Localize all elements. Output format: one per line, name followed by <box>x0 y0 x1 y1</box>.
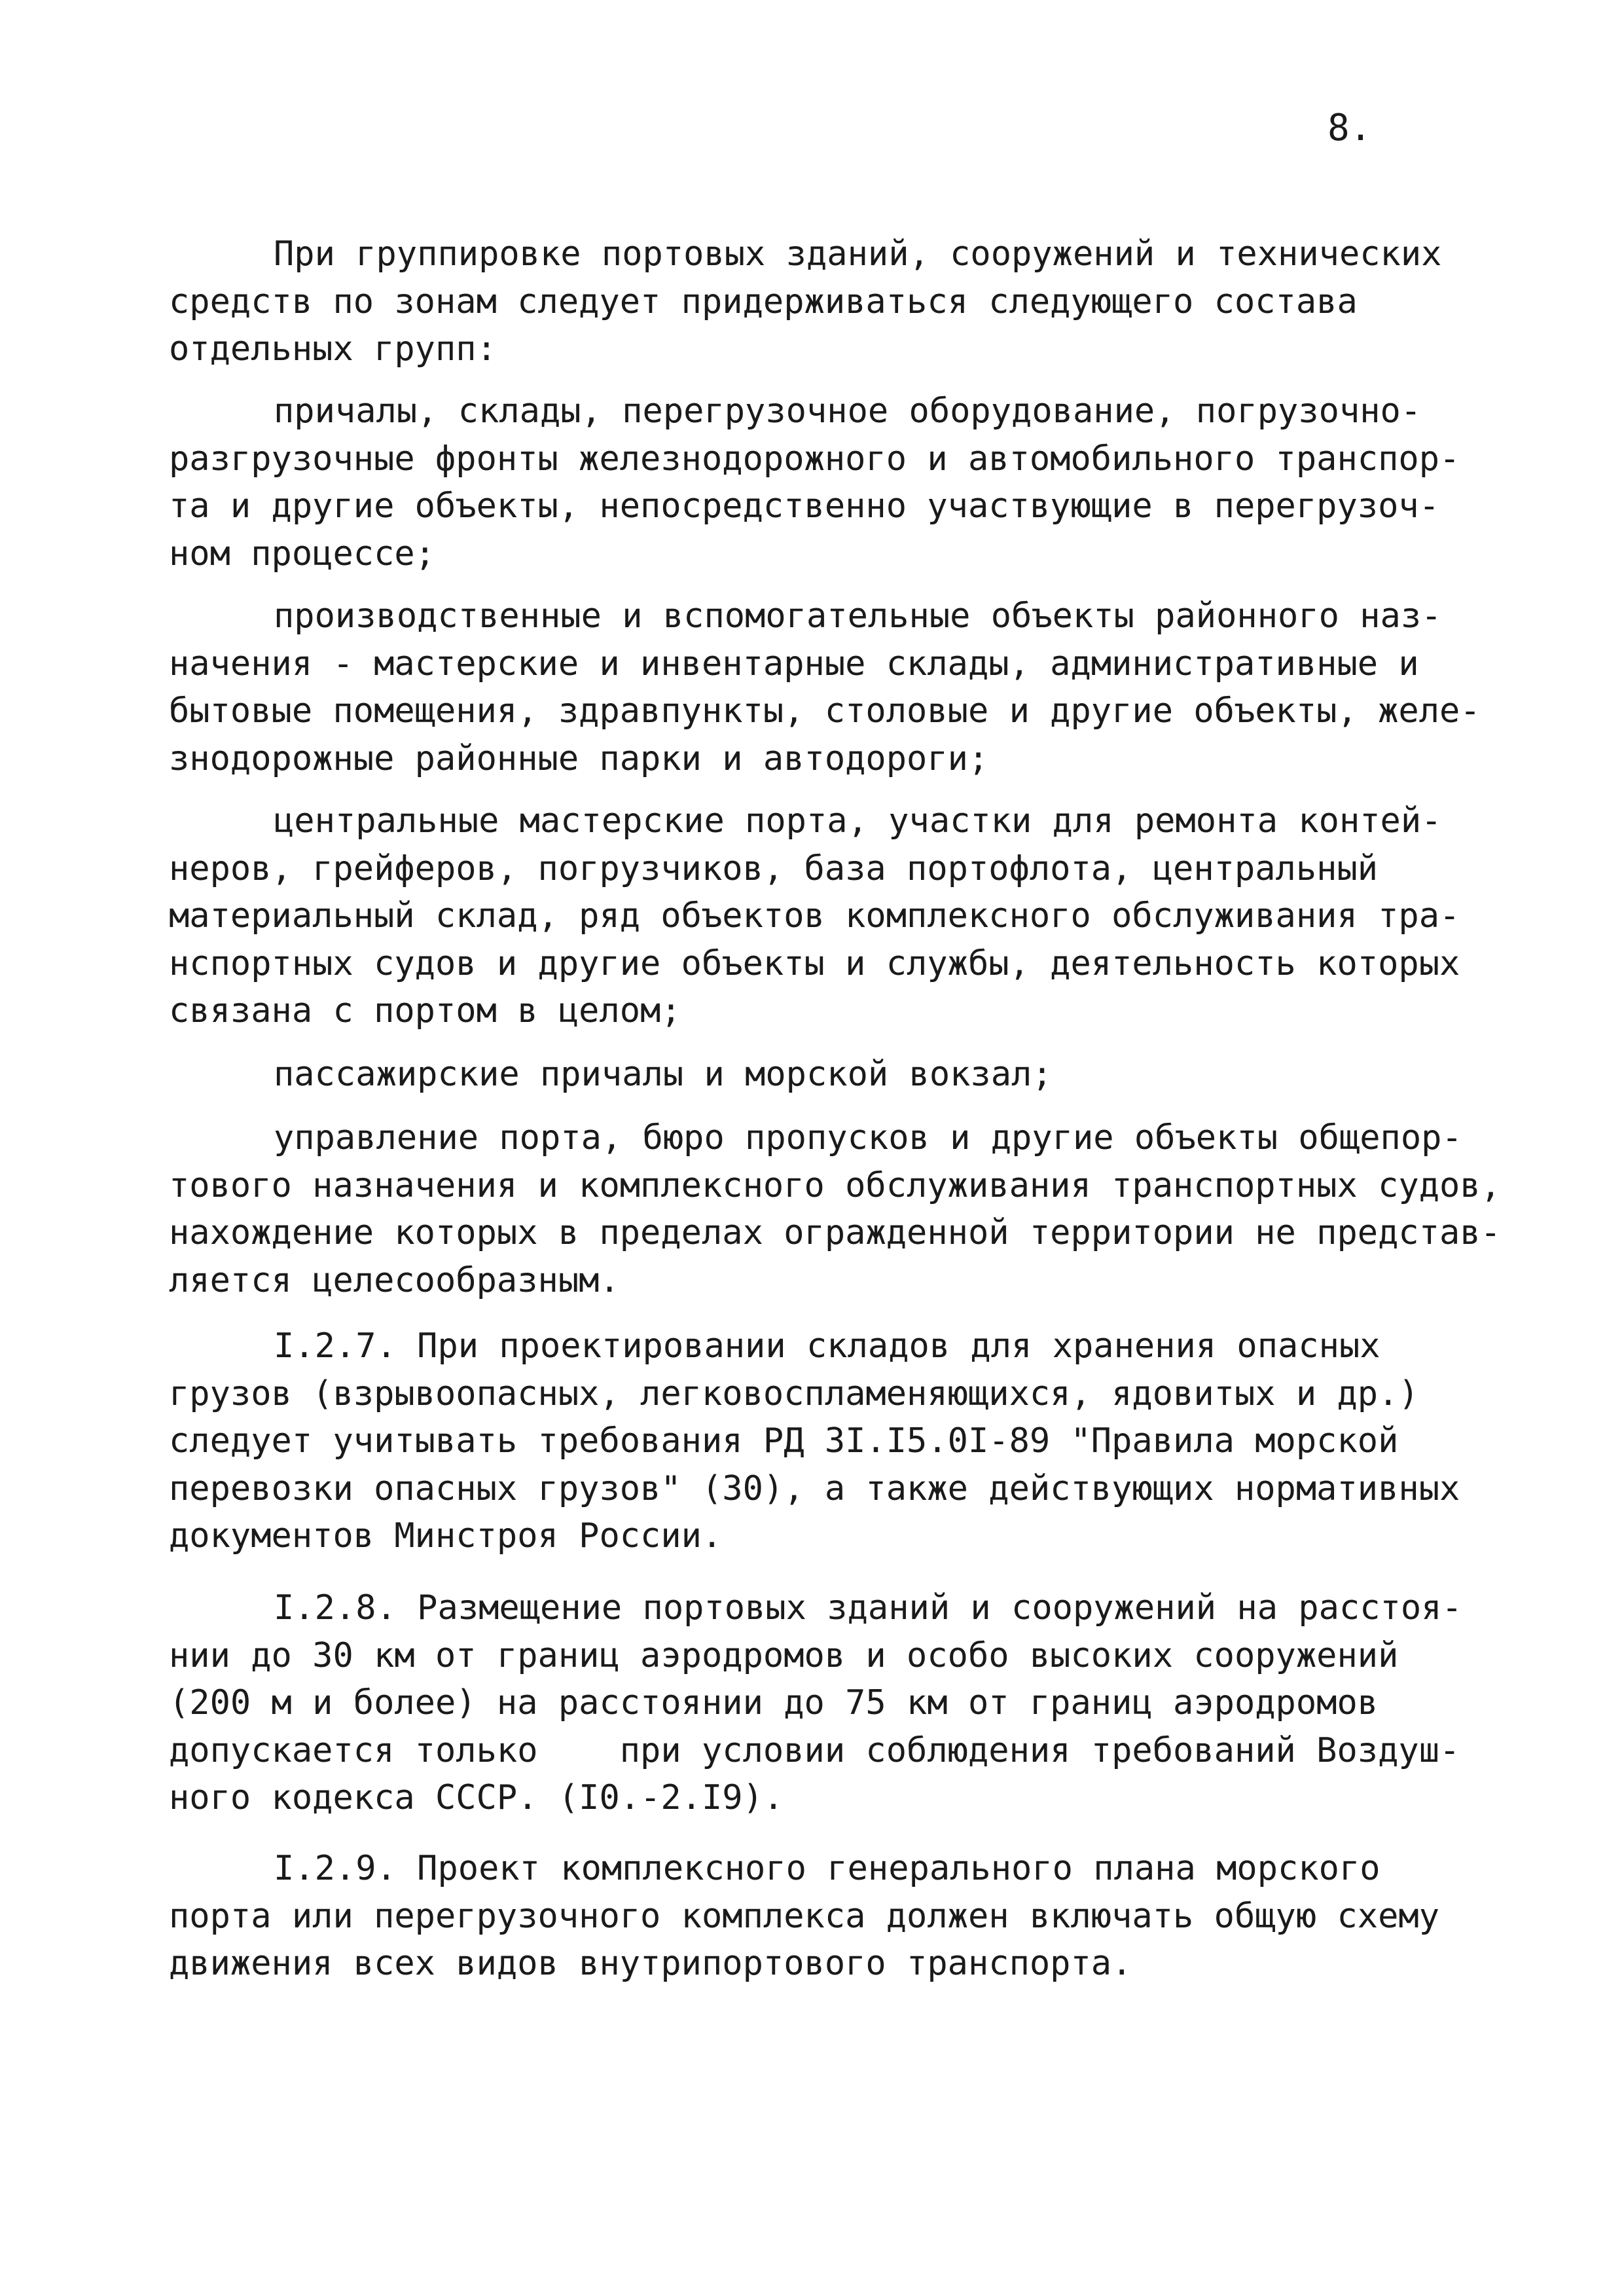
text-line: При группировке портовых зданий, сооружений и технических <box>274 234 1442 274</box>
text-line: ном процессе; <box>169 534 435 574</box>
text-line: производственные и вспомогательные объекты районного наз- <box>274 596 1442 636</box>
paragraph-intro <box>169 230 1504 373</box>
text-line: знодорожные районные парки и автодороги; <box>169 738 989 778</box>
text-line: начения - мастерские и инвентарные склады, административные и <box>169 644 1419 683</box>
text-line: I.2.8. Размещение портовых зданий и сооружений на расстоя- <box>274 1588 1462 1628</box>
text-line: связана с портом в целом; <box>169 991 681 1030</box>
text-line: грузов (взрывоопасных, легковоспламеняющихся, ядовитых и др.) <box>169 1374 1419 1413</box>
text-line: материальный склад, ряд объектов комплексного обслуживания тра- <box>169 896 1460 936</box>
text-line: движения всех видов внутрипортового транспорта. <box>169 1944 1132 1983</box>
text-line: I.2.9. Проект комплексного генерального плана морского <box>274 1849 1380 1888</box>
text-line: пассажирские причалы и морской вокзал; <box>274 1055 1053 1094</box>
text-line: порта или перегрузочного комплекса должен включать общую схему <box>169 1896 1440 1936</box>
paragraph-1-2-9 <box>169 1845 1504 1988</box>
paragraph-management <box>169 1114 1504 1304</box>
text-line: допускается только при условии соблюдения требований Воздуш- <box>169 1730 1460 1770</box>
text-line: документов Минстроя России. <box>169 1516 723 1556</box>
paragraph-production <box>169 592 1504 782</box>
text-line: перевозки опасных грузов" (30), а также действующих нормативных <box>169 1468 1460 1508</box>
text-line: причалы, склады, перегрузочное оборудование, погрузочно- <box>274 392 1422 431</box>
text-line: нахождение которых в пределах огражденной территории не представ- <box>169 1213 1501 1252</box>
text-line: управление порта, бюро пропусков и другие объекты общепор- <box>274 1118 1462 1157</box>
text-line: центральные мастерские порта, участки для ремонта контей- <box>274 801 1442 841</box>
text-line: отдельных групп: <box>169 329 497 369</box>
paragraph-passenger <box>169 1051 1504 1099</box>
text-line: следует учитывать требования РД 3I.I5.0I-89 "Правила морской <box>169 1421 1399 1461</box>
text-line: ного кодекса СССР. (I0.-2.I9). <box>169 1778 784 1817</box>
paragraph-central-workshops <box>169 797 1504 1035</box>
page-number: 8. <box>1327 107 1372 149</box>
text-line: (200 м и более) на расстоянии до 75 км от границ аэродромов <box>169 1683 1379 1722</box>
paragraph-berths <box>169 388 1504 577</box>
paragraph-1-2-7 <box>169 1322 1504 1560</box>
text-line: нспортных судов и другие объекты и службы, деятельность которых <box>169 943 1460 983</box>
text-line: тового назначения и комплексного обслуживания транспортных судов, <box>169 1165 1501 1205</box>
text-line: та и другие объекты, непосредственно участвующие в перегрузоч- <box>169 486 1440 526</box>
text-line: бытовые помещения, здравпункты, столовые и другие объекты, желе- <box>169 691 1481 731</box>
text-line: нии до 30 км от границ аэродромов и особо высоких сооружений <box>169 1635 1399 1675</box>
text-line: I.2.7. При проектировании складов для хранения опасных <box>274 1326 1380 1366</box>
text-line: средств по зонам следует придерживаться следующего состава <box>169 282 1358 321</box>
text-line: разгрузочные фронты железнодорожного и автомобильного транспор- <box>169 439 1460 479</box>
text-line: ляется целесообразным. <box>169 1260 620 1300</box>
paragraph-1-2-8 <box>169 1584 1504 1822</box>
text-line: неров, грейферов, погрузчиков, база портофлота, центральный <box>169 848 1379 888</box>
